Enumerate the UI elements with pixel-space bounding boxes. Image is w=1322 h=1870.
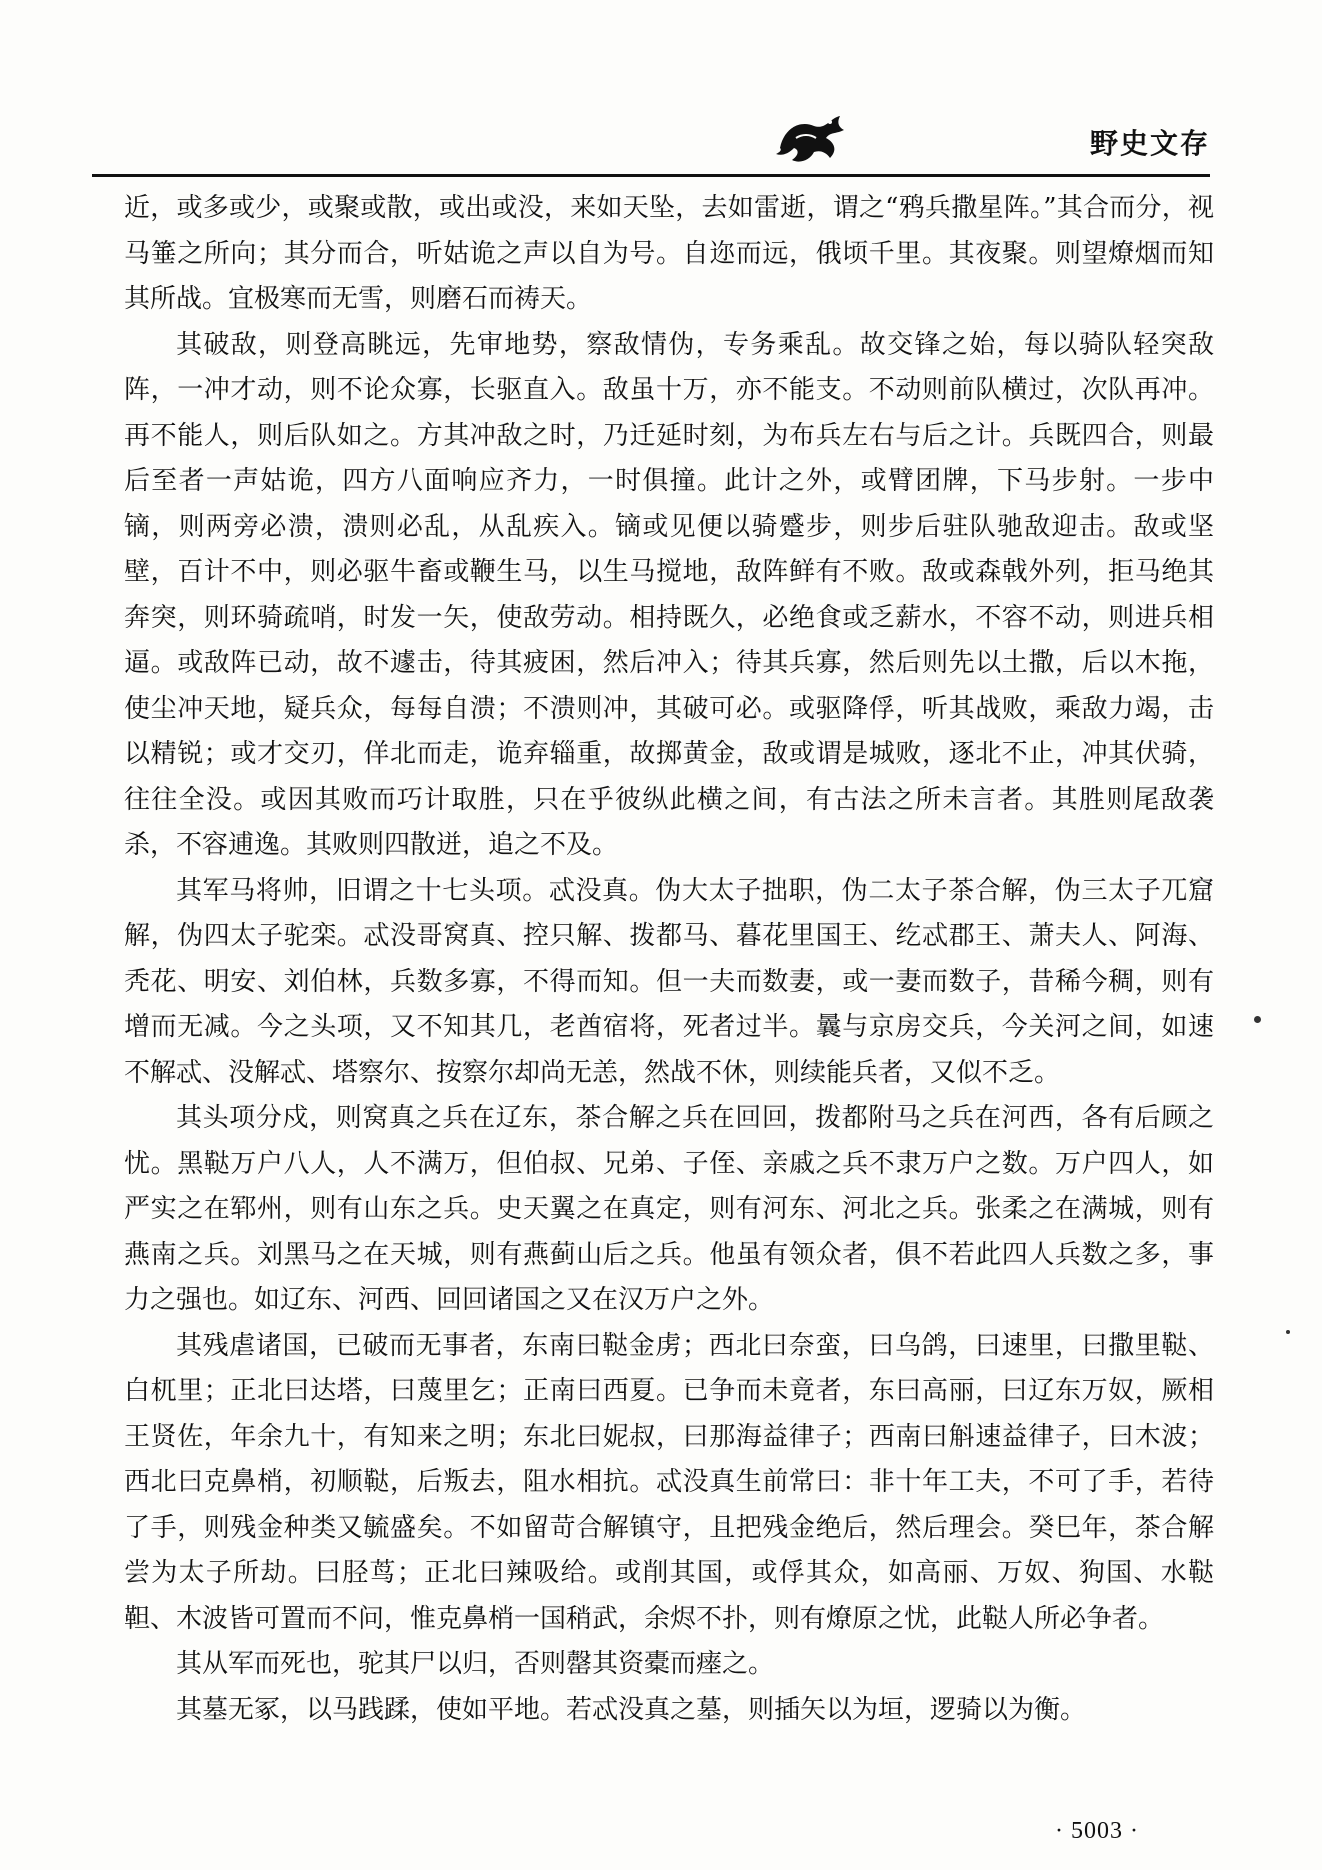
paragraph: 近，或多或少，或聚或散，或出或没，来如天坠，去如雷逝，谓之“鸦兵撒星阵。”其合而分，视马箠之所向；其分而合，听姑诡之声以自为号。自迩而远，俄顷千里。其夜聚。则望燎烟而知其所战。宜极寒而无雪，则磨石而祷天。 xyxy=(124,193,1214,314)
scan-speck xyxy=(1286,1330,1290,1334)
page-number: · 5003 · xyxy=(1055,1818,1139,1844)
paragraph: 其从军而死也，驼其尸以归，否则罄其资橐而瘗之。 xyxy=(176,1649,775,1679)
scan-speck xyxy=(1254,1016,1261,1023)
header-divider xyxy=(92,174,1210,177)
paragraph: 其墓无冢，以马践蹂，使如平地。若忒没真之墓，则插矢以为垣，逻骑以为衡。 xyxy=(176,1694,1087,1725)
paragraph: 其破敌，则登高眺远，先审地势，察敌情伪，专务乘乱。故交锋之始，每以骑队轻突敌阵，一冲才动，则不论众寡，长驱直入。敌虽十万，亦不能支。不动则前队横过，次队再冲。再不能人，则后队如之。方其冲敌之时，乃迁延时刻，为布兵左右与后之计。兵既四合，则最后至者一声姑诡，四方八面响应齐力，一时俱撞。此计之外，或臂团牌，下马步射。一步中镝，则两旁必溃，溃则必乱，从乱疾入。镝或见便以骑蹙步，则步后驻队驰敌迎击。敌或坚壁，百计不中，则必驱牛畜或鞭生马，以生马搅地，敌阵鲜有不败。敌或森戟外列，拒马绝其奔突，则环骑疏哨，时发一矢，使敌劳动。相持既久，必绝食或乏薪水，不容不动，则进兵相逼。或敌阵已动，故不遽击，待其疲困，然后冲入；待其兵寡，然后则先以土撒，后以木拖，使尘冲天地，疑兵众，每每自溃；不溃则冲，其破可必。或驱降俘，听其战败，乘敌力竭，击以精锐；或才交刃，佯北而走，诡弃辎重，故掷黄金，敌或谓是城败，逐北不止，冲其伏骑，往往全没。或因其败而巧计取胜，只在乎彼纵此横之间，有古法之所未言者。其胜则尾敌袭杀，不容逋逸。其败则四散迸，追之不及。 xyxy=(124,329,1214,860)
section-title: 野史文存 xyxy=(1090,127,1211,160)
paragraph: 其头项分戍，则窝真之兵在辽东，茶合解之兵在回回，拨都附马之兵在河西，各有后顾之忧。黑鞑万户八人，人不满万，但伯叔、兄弟、子侄、亲戚之兵不隶万户之数。万户四人，如严实之在郓州，则有山东之兵。史天翼之在真定，则有河东、河北之兵。张柔之在满城，则有燕南之兵。刘黑马之在天城，则有燕蓟山后之兵。他虽有领众者，俱不若此四人兵数之多，事力之强也。如辽东、河西、回回诸国之又在汉万户之外。 xyxy=(124,1103,1214,1315)
dragon-emblem-icon xyxy=(770,108,850,168)
body-text xyxy=(124,186,1214,1733)
paragraph: 其军马将帅，旧谓之十七头项。忒没真。伪大太子拙职，伪二太子茶合解，伪三太子兀窟解，伪四太子驼栾。忒没哥窝真、控只解、拨都马、暮花里国王、纥忒郡王、萧夫人、阿海、秃花、明安、刘伯林，兵数多寡，不得而知。但一夫而数妻，或一妻而数子，昔稀今稠，则有增而无减。今之头项，又不知其几，老酋宿将，死者过半。曩与京房交兵，今关河之间，如速不解忒、没解忒、塔察尔、按察尔却尚无恙，然战不休，则续能兵者，又似不乏。 xyxy=(124,875,1214,1088)
paragraph: 其残虐诸国，已破而无事者，东南曰鞑金虏；西北曰奈蛮，曰乌鸽，曰速里，曰撒里鞑、白杌里；正北曰达塔，曰蔑里乞；正南曰西夏。已争而未竟者，东曰高丽，曰辽东万奴，厥相王贤佐，年余九十，有知来之明；东北曰妮叔，曰那海益律子；西南曰斛速益律子，曰木波；西北曰克鼻梢，初顺鞑，后叛去，阻水相抗。忒没真生前常曰：非十年工夫，不可了手，若待了手，则残金种类又毓盛矣。不如留苛合解镇守，且把残金绝后，然后理会。癸巳年，茶合解尝为太子所劫。曰胫茑；正北曰辣吸给。或削其国，或俘其众，如高丽、万奴、狗国、水鞑靼、木波皆可置而不问，惟克鼻梢一国稍武，余烬不扑，则有燎原之忧，此鞑人所必争者。 xyxy=(124,1330,1214,1634)
page-header xyxy=(0,0,1322,180)
